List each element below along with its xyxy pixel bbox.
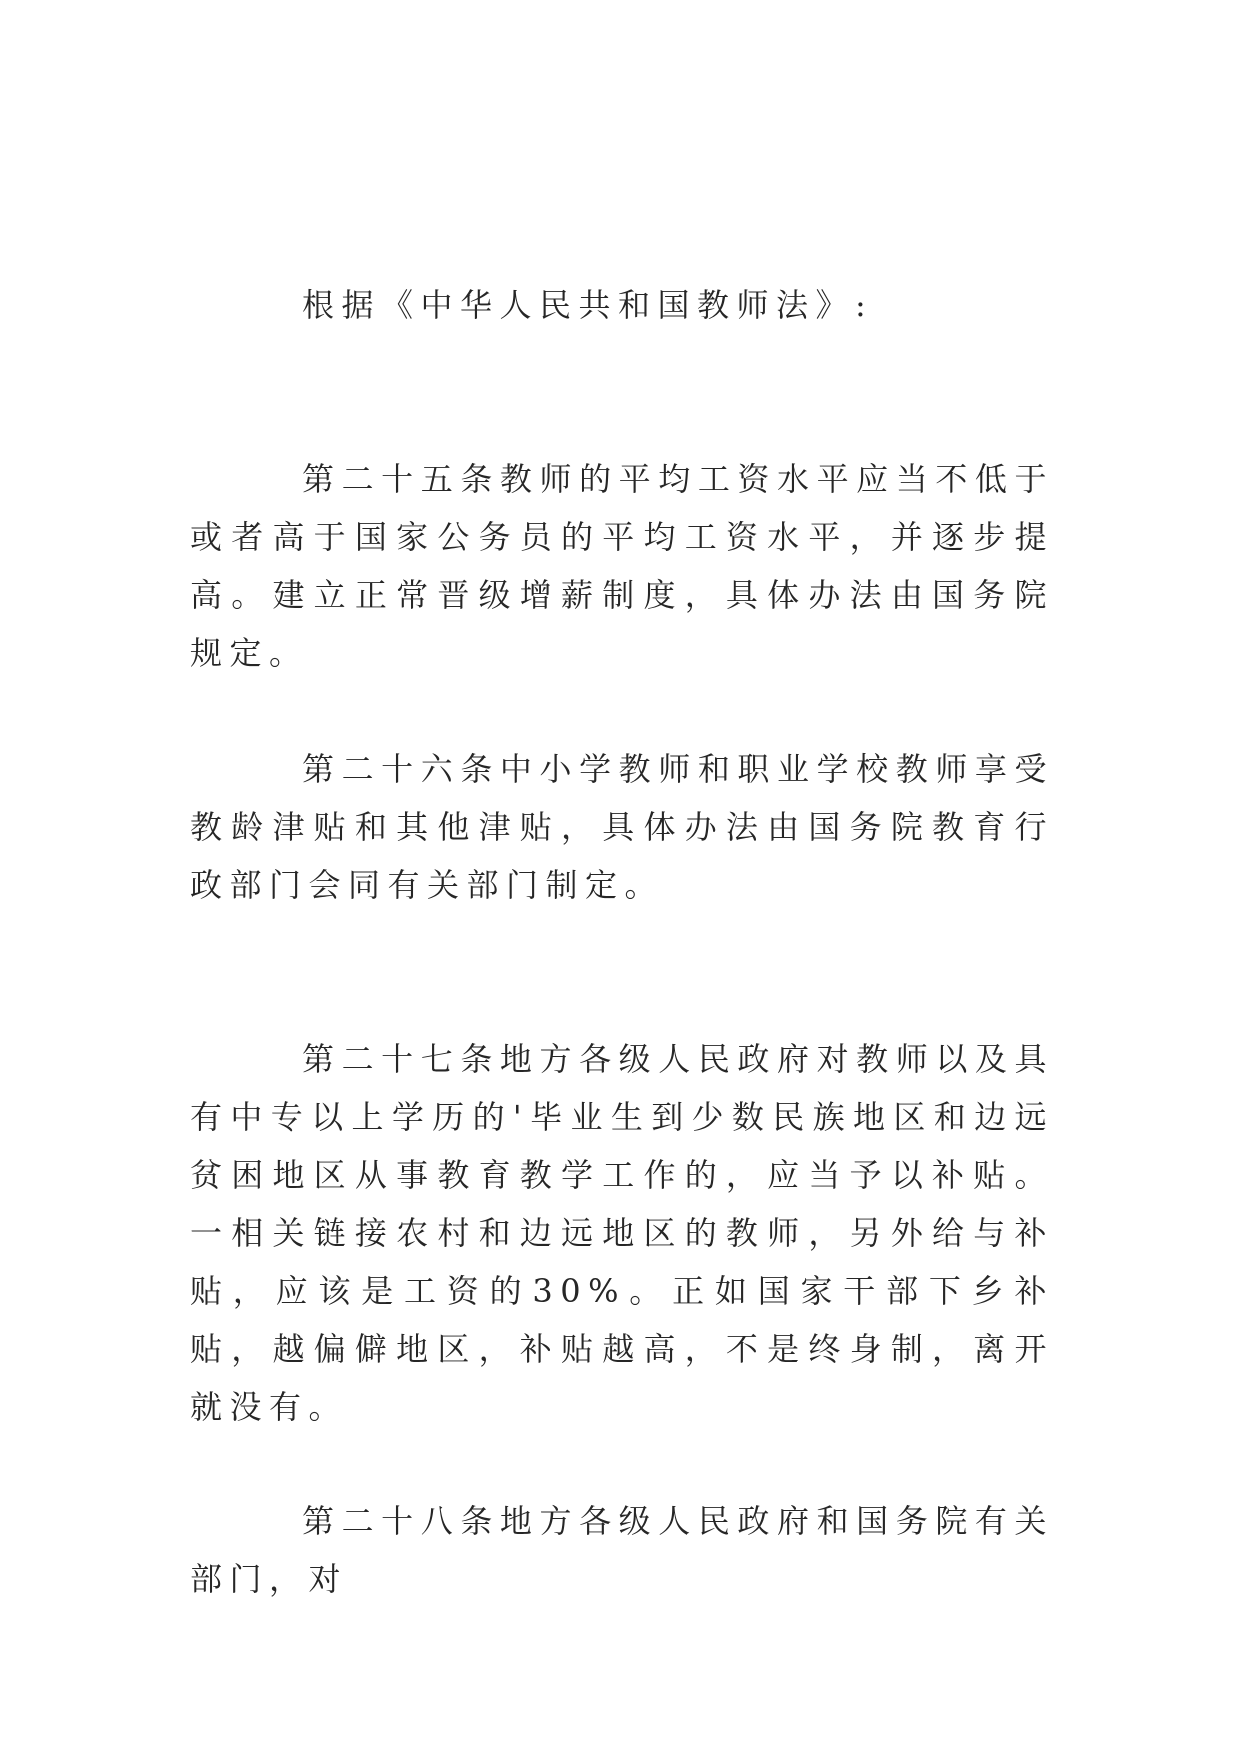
paragraph-article-25: 第二十五条教师的平均工资水平应当不低于或者高于国家公务员的平均工资水平，并逐步提高。建立正常晋级增薪制度，具体办法由国务院规定。: [190, 460, 1054, 672]
paragraph-intro: 根据《中华人民共和国教师法》:: [302, 286, 874, 324]
paragraph-article-26: 第二十六条中小学教师和职业学校教师享受教龄津贴和其他津贴，具体办法由国务院教育行政部门会同有关部门制定。: [190, 750, 1054, 904]
paragraph-article-28: 第二十八条地方各级人民政府和国务院有关部门，对: [190, 1502, 1054, 1598]
paragraph-article-27: 第二十七条地方各级人民政府对教师以及具有中专以上学历的'毕业生到少数民族地区和边远贫困地区从事教育教学工作的，应当予以补贴。一相关链接农村和边远地区的教师，另外给与补贴，应该是工资的30%。正如国家干部下乡补贴，越偏僻地区，补贴越高，不是终身制，离开就没有。: [190, 1040, 1054, 1426]
